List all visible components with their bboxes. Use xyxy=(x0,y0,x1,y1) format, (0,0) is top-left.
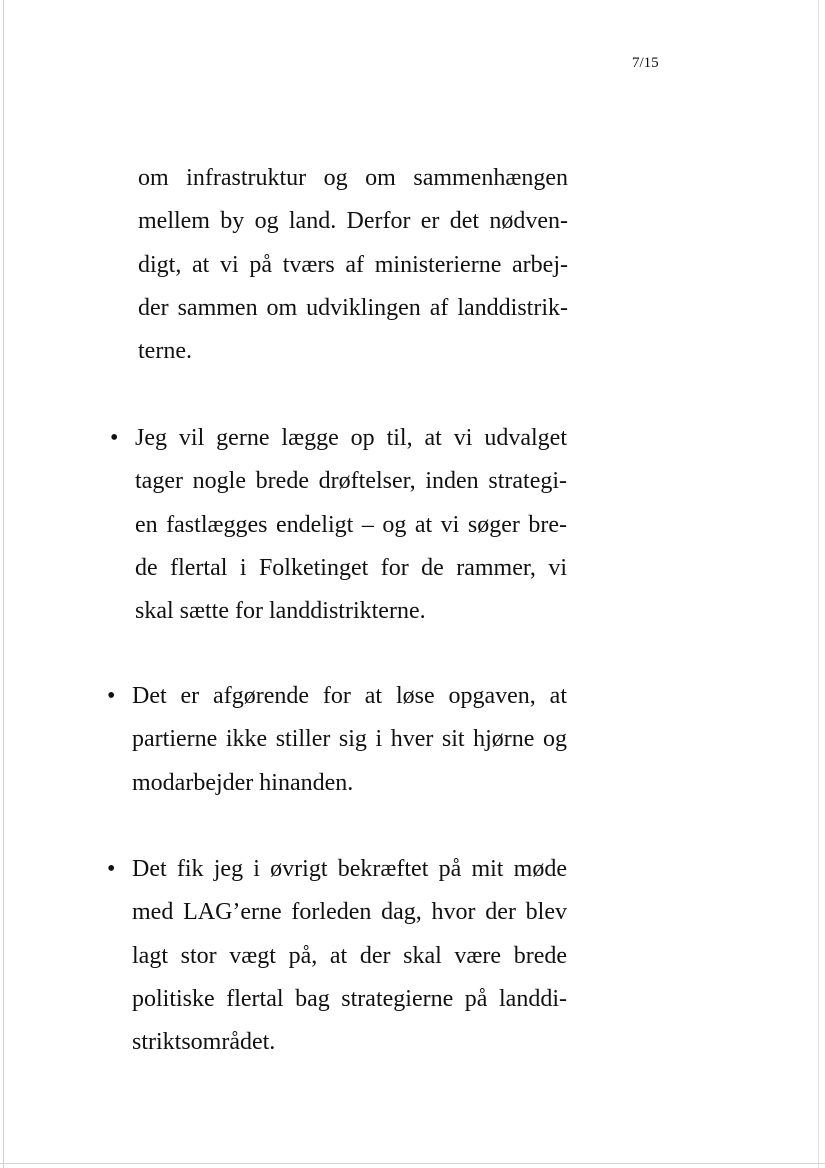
bullet-item xyxy=(107,848,567,1064)
bullet-point: • xyxy=(110,425,119,451)
bullet-line: Det fik jeg i øvrigt bekræftet på mit møde xyxy=(132,856,567,882)
bullet-line: tager nogle brede drøftelser, inden strategi- xyxy=(135,468,567,495)
bullet-line: skal sætte for landdistrikterne. xyxy=(135,598,426,625)
page-number: 7/15 xyxy=(632,55,659,71)
bullet-line: lagt stor vægt på, at der skal være brede xyxy=(132,942,567,969)
bullet-point: • xyxy=(107,856,116,882)
bullet-line: Det er afgørende for at løse opgaven, at xyxy=(132,683,567,709)
paragraph-line: digt, at vi på tværs af ministerierne arbej- xyxy=(138,251,568,278)
paragraph-line: terne. xyxy=(138,338,192,365)
bullet-item xyxy=(107,675,567,805)
bullet-line: med LAG’erne forleden dag, hvor der blev xyxy=(132,899,567,926)
bullet-line: partierne ikke stiller sig i hver sit hjørne og xyxy=(132,726,567,753)
continued-paragraph xyxy=(138,157,568,373)
scan-edge-bottom xyxy=(0,1163,825,1164)
bullet-line: en fastlægges endeligt – og at vi søger bre- xyxy=(135,511,567,538)
bullet-line: de flertal i Folketinget for de rammer, vi xyxy=(135,554,567,581)
paragraph-line: om infrastruktur og om sammenhængen xyxy=(138,165,568,191)
scan-edge-right xyxy=(818,0,819,1168)
paragraph-line: mellem by og land. Derfor er det nødven- xyxy=(138,208,568,235)
scan-edge-left xyxy=(3,0,4,1168)
bullet-line: politiske flertal bag strategierne på landdi- xyxy=(132,985,567,1012)
paragraph-line: der sammen om udviklingen af landdistrik- xyxy=(138,294,568,321)
bullet-line: modarbejder hinanden. xyxy=(132,769,354,796)
bullet-line: striktsområdet. xyxy=(132,1029,276,1056)
bullet-line: Jeg vil gerne lægge op til, at vi udvalget xyxy=(135,425,567,451)
bullet-item xyxy=(110,417,567,633)
bullet-point: • xyxy=(107,683,116,709)
